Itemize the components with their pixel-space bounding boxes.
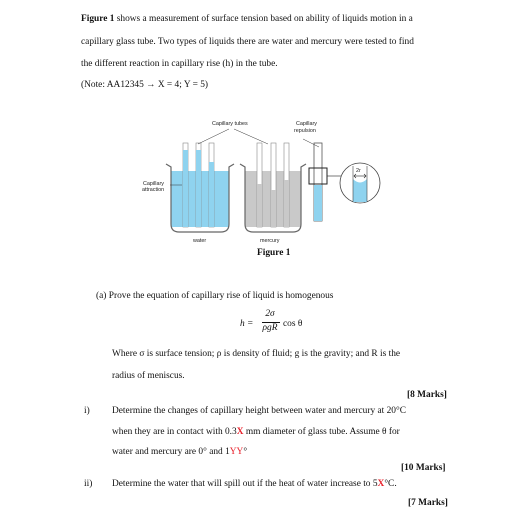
label-capillary-repulsion-1: Capillary — [296, 121, 317, 127]
label-capillary-tubes: Capillary tubes — [212, 121, 248, 127]
label-water: water — [193, 238, 207, 244]
part-i-line-3-post: ° — [243, 447, 248, 457]
equation-numerator: 2σ — [265, 309, 275, 319]
water-beaker — [166, 143, 234, 232]
equation-lhs: h = — [240, 319, 254, 329]
equation-denominator: ρgR — [262, 323, 278, 333]
label-capillary-attraction-2: attraction — [142, 187, 165, 193]
intro-line-2: capillary glass tube. Two types of liquids there are water and mercury were tested to find — [81, 37, 414, 47]
label-capillary-repulsion-2: repulsion — [294, 128, 316, 134]
label-capillary-attraction-1: Capillary — [143, 181, 164, 187]
where-line-2: radius of meniscus. — [112, 371, 185, 381]
part-i-line-3-pre: water and mercury are 0° and 1 — [112, 447, 230, 457]
part-a-marks: [8 Marks] — [407, 390, 447, 400]
part-ii-line-1-pre: Determine the water that will spill out if the heat of water increase to 5 — [112, 479, 378, 489]
label-mercury: mercury — [260, 238, 280, 244]
figure-caption: Figure 1 — [257, 248, 291, 258]
variable-yy: YY — [229, 447, 244, 457]
part-ii-line-1-post: °C. — [384, 479, 397, 489]
part-ii-number: ii) — [84, 479, 93, 489]
part-i-marks: [10 Marks] — [401, 463, 446, 473]
intro-line-3: the different reaction in capillary rise (h) in the tube. — [81, 59, 278, 69]
part-i-line-3 — [112, 446, 247, 458]
part-i-line-2-pre: when they are in contact with 0.3 — [112, 427, 237, 437]
variable-x: X — [236, 427, 244, 437]
single-tube — [309, 143, 342, 221]
note-line: (Note: AA12345 → X = 4; Y = 5) — [81, 80, 209, 90]
part-i-line-2-post: mm diameter of glass tube. Assume θ for — [243, 427, 400, 437]
part-i-number: i) — [84, 406, 90, 416]
label-2r: 2r — [356, 168, 361, 174]
equation-cos: cos θ — [283, 319, 303, 329]
variable-x-2: X — [377, 479, 385, 489]
mercury-beaker — [240, 143, 306, 232]
part-i-line-2 — [112, 426, 400, 438]
part-i-line-1: Determine the changes of capillary height between water and mercury at 20°C — [112, 406, 406, 416]
intro-line-1-text: shows a measurement of surface tension based on ability of liquids motion in a — [114, 14, 413, 24]
part-ii-marks: [7 Marks] — [408, 498, 448, 508]
part-ii-line-1 — [112, 478, 397, 490]
where-line-1: Where σ is surface tension; ρ is density of fluid; g is the gravity; and R is the — [112, 349, 401, 359]
figure-ref: Figure 1 — [81, 14, 115, 24]
part-a-prompt: (a) Prove the equation of capillary rise of liquid is homogenous — [96, 291, 334, 301]
